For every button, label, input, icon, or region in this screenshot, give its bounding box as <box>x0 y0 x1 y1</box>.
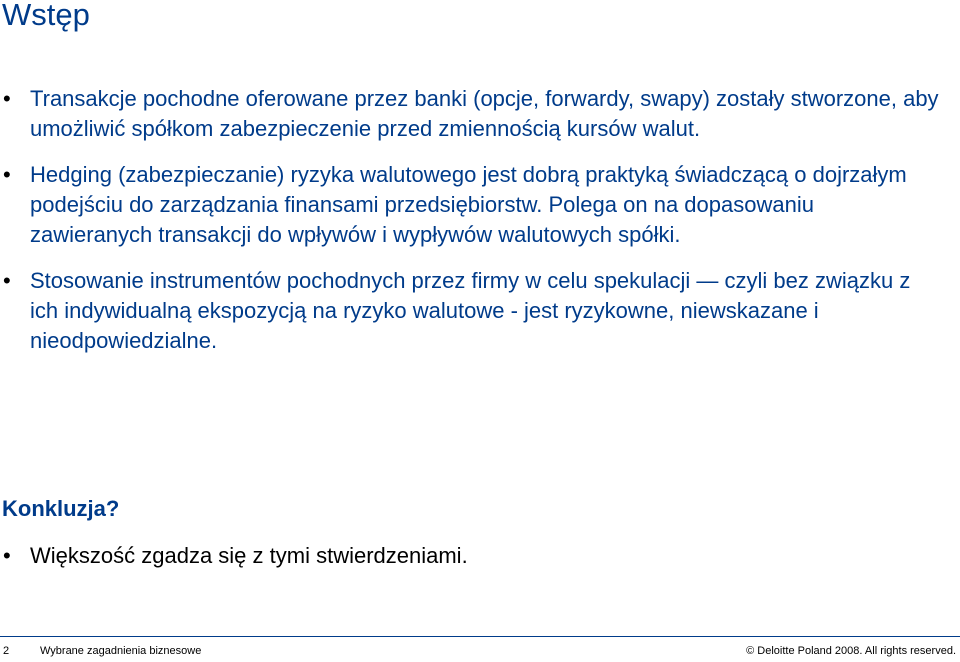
bullet-text: Stosowanie instrumentów pochodnych przez firmy w celu spekulacji — czyli bez związku z ich indywidualną ekspozycją na ryzyko walutowe - jest ryzykowne, niewskazane i nieodpowiedzialne. <box>30 268 911 353</box>
footer-section-label: Wybrane zagadnienia biznesowe <box>40 645 202 657</box>
bullet-item <box>0 266 940 356</box>
footer-copyright: © Deloitte Poland 2008. All rights reserved. <box>746 645 956 657</box>
page-number: 2 <box>3 645 10 657</box>
bullet-text: Hedging (zabezpieczanie) ryzyka walutowego jest dobrą praktyką świadczącą o dojrzałym podejściu do zarządzania finansami przedsiębiorstw. Polega on na dopasowaniu zawieranych transakcji do wpływów i wypływów walutowych spółki. <box>30 162 907 247</box>
conclusion-list <box>0 541 940 587</box>
bullet-list <box>0 84 940 372</box>
slide-title: Wstęp <box>2 0 90 32</box>
bullet-item <box>0 160 940 250</box>
bullet-text: Większość zgadza się z tymi stwierdzeniami. <box>30 543 468 568</box>
bullet-dot-icon: • <box>3 86 11 111</box>
bullet-item <box>0 541 940 571</box>
conclusion-heading: Konkluzja? <box>2 496 120 521</box>
bullet-dot-icon: • <box>3 268 11 293</box>
bullet-dot-icon: • <box>3 162 11 187</box>
bullet-item <box>0 84 940 144</box>
footer-divider <box>0 636 960 637</box>
bullet-text: Transakcje pochodne oferowane przez banki (opcje, forwardy, swapy) zostały stworzone, aby umożliwić spółkom zabezpieczenie przed zmiennością kursów walut. <box>30 86 939 141</box>
bullet-dot-icon: • <box>3 543 11 568</box>
